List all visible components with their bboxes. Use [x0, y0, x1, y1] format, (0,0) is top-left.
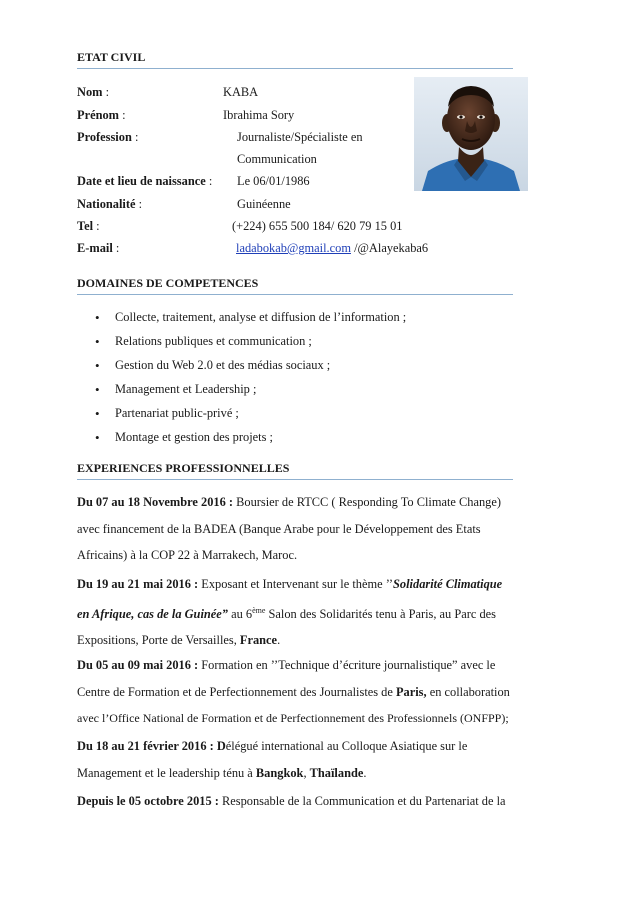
- experience-responsable-communication: Depuis le 05 octobre 2015 : Responsable de la Communication et du Partenariat de la: [77, 794, 506, 808]
- label-prenom: Prénom :: [77, 108, 126, 122]
- value-nationalite: Guinéenne: [237, 197, 291, 211]
- section-title-experiences: EXPERIENCES PROFESSIONNELLES: [77, 461, 290, 475]
- value-naissance: Le 06/01/1986: [237, 174, 310, 188]
- value-email: [236, 241, 428, 256]
- bullet-icon: •: [95, 334, 100, 349]
- value-profession-line2: Communication: [237, 152, 317, 166]
- experience-salon-solidarites: Du 19 au 21 mai 2016 : Exposant et Intervenant sur le thème ’’Solidarité Climatique en Afrique, cas de la Guinée” au 6ème Salon des Solidarités tenu à Paris, au Parc des Expositions, Porte de Versailles, France.: [77, 577, 503, 648]
- section-title-etat-civil: ETAT CIVIL: [77, 50, 146, 64]
- value-profession: Journaliste/Spécialiste en: [237, 130, 363, 144]
- twitter-handle: /@Alayekaba6: [350, 241, 429, 255]
- label-naissance: Date et lieu de naissance :: [77, 174, 213, 188]
- section-title-competences: DOMAINES DE COMPETENCES: [77, 276, 259, 290]
- section-rule: [77, 68, 513, 69]
- label-nom: Nom :: [77, 85, 110, 99]
- section-rule: [77, 479, 513, 480]
- label-email: E-mail :: [77, 241, 120, 255]
- portrait-image: [414, 77, 528, 191]
- label-tel: Tel :: [77, 219, 100, 233]
- email-link[interactable]: ladabokab@gmail.com: [236, 241, 351, 255]
- bullet-icon: •: [95, 358, 100, 373]
- experience-cop22: Du 07 au 18 Novembre 2016 : Boursier de RTCC ( Responding To Climate Change) avec financement de la BADEA (Banque Arabe pour le Développement des Etats Africains) à la COP 22 à Marrakech, Maroc.: [77, 495, 502, 562]
- value-nom: KABA: [223, 85, 259, 99]
- bullet-icon: •: [95, 406, 100, 421]
- label-nationalite: Nationalité :: [77, 197, 143, 211]
- section-rule: [77, 294, 513, 295]
- value-tel: (+224) 655 500 184/ 620 79 15 01: [232, 219, 403, 233]
- bullet-icon: •: [95, 382, 100, 397]
- experience-formation-paris: Du 05 au 09 mai 2016 : Formation en ’’Technique d’écriture journalistique” avec le Centre de Formation et de Perfectionnement des Journalistes de Paris, en collaboration avec l’Office National de Formation et de Perfectionnement des Professionnels (ONFPP);: [77, 658, 510, 725]
- bullet-icon: •: [95, 310, 100, 325]
- label-profession: Profession :: [77, 130, 139, 144]
- cv-page: ETAT CIVIL Nom : KABA Prénom : Ibrahima Sory Profession : Journaliste/Spécialiste en Communication Date et lieu de naissance : Le 06/01/1986 Nationalité : Guinéenne Tel : (+224) 655 500 184/ 620 79 15 01 E-mail : ladabokab@gmail.com /@Alayekaba6 DOMAINES DE COMPETENCES • Collecte, traitement, analyse et diffusion de l’information ; • Relations publiques et communication ; • Gestion du Web 2.0 et des médias sociaux ; • Management et Leadership ; • Partenariat public-privé ; • Montage et gestion des projets ; EXPERIENCES PROFESSIONNELLES Du 07 au 18 Novembre 2016 : Boursier de RTCC ( Responding To Climate Change) avec financement de la BADEA (Banque Arabe pour le Développement des Etats Africains) à la COP 22 à Marrakech, Maroc. Du 19 au 21 mai 2016 : Exposant et Intervenant sur le thème ’’Solidarité Climatique en Afrique, cas de la Guinée” au 6ème Salon des Solidarités tenu à Paris, au Parc des Expositions, Porte de Versailles, France. Du 05 au 09 mai 2016 : Formation en ’’Technique d’écriture journalistique” avec le Centre de Formation et de Perfectionnement des Journalistes de Paris, en collaboration avec l’Office National de Formation et de Perfectionnement des Professionnels (ONFPP); Du 18 au 21 février 2016 : Délégué international au Colloque Asiatique sur le Management et le leadership ténu à Bangkok, Thaïlande. Depuis le 05 octobre 2015 : Responsable de la Communication et du Partenariat de la: [0, 0, 638, 903]
- value-prenom: Ibrahima Sory: [223, 108, 295, 122]
- profile-photo: [414, 77, 528, 191]
- bullet-icon: •: [95, 430, 100, 445]
- experience-bangkok: Du 18 au 21 février 2016 : Délégué international au Colloque Asiatique sur le Management et le leadership ténu à Bangkok, Thaïlande.: [77, 739, 468, 780]
